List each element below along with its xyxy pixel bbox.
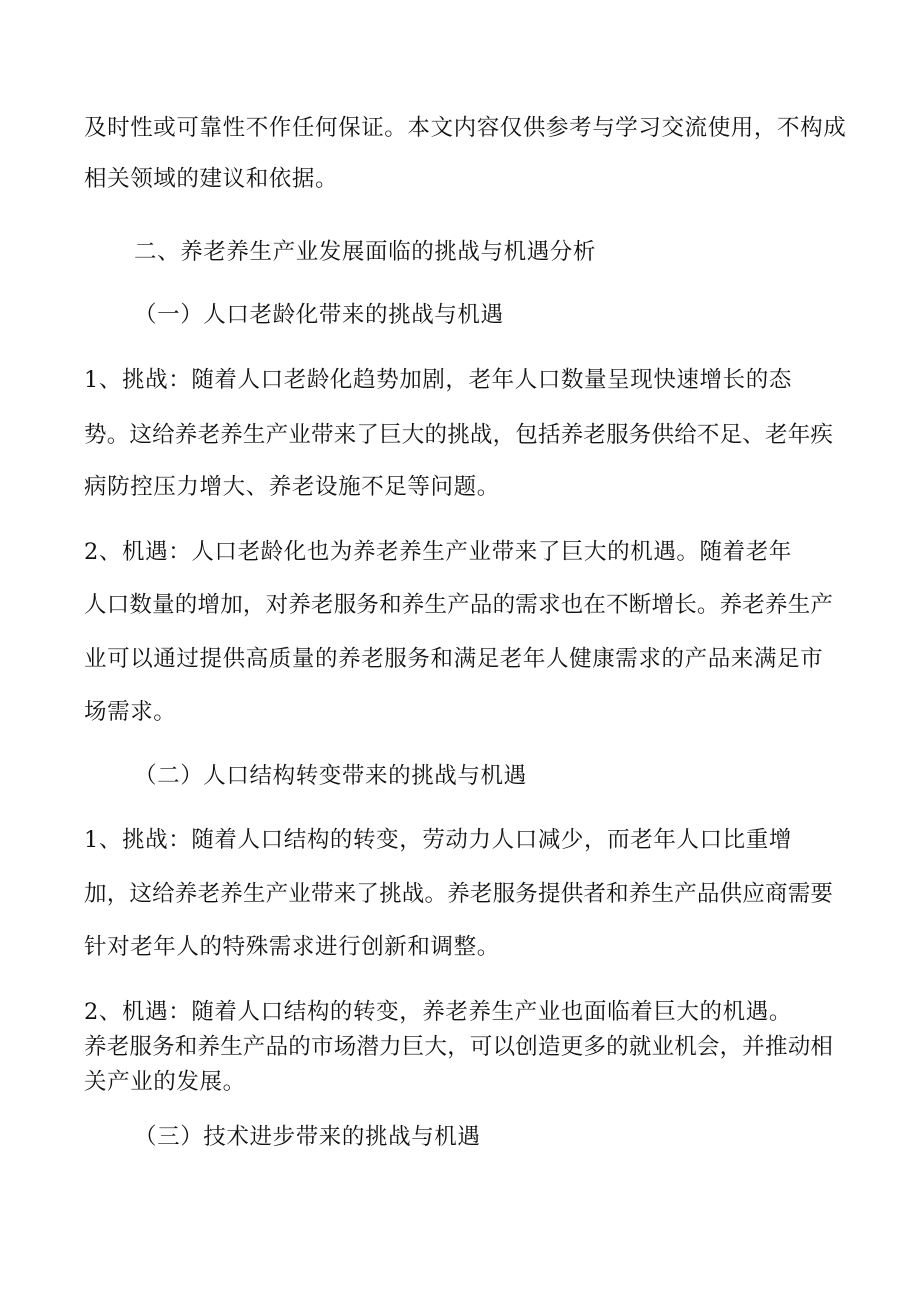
paragraph-opportunity-1-line: 2、机遇：人口老龄化也为养老养生产业带来了巨大的机遇。随着老年 — [84, 539, 792, 565]
paragraph-challenge-1-line: 1、挑战：随着人口老龄化趋势加剧，老年人口数量呈现快速增长的态 — [84, 367, 792, 393]
paragraph-opportunity-2-line: 2、机遇：随着人口结构的转变，养老养生产业也面临着巨大的机遇。 — [84, 999, 792, 1025]
paragraph-challenge-2-line: 针对老年人的特殊需求进行创新和调整。 — [84, 934, 500, 960]
paragraph-challenge-2-line: 1、挑战：随着人口结构的转变，劳动力人口减少，而老年人口比重增 — [84, 827, 792, 853]
section-heading: 二、养老养生产业发展面临的挑战与机遇分析 — [134, 239, 597, 265]
intro-text-line: 相关领域的建议和依据。 — [84, 166, 339, 192]
intro-text-line: 及时性或可靠性不作任何保证。本文内容仅供参考与学习交流使用，不构成 — [84, 115, 847, 141]
paragraph-challenge-1-line: 势。这给养老养生产业带来了巨大的挑战，包括养老服务供给不足、老年疾 — [84, 422, 834, 448]
subsection-heading-2: （二）人口结构转变带来的挑战与机遇 — [134, 763, 527, 789]
subsection-heading-3: （三）技术进步带来的挑战与机遇 — [134, 1124, 481, 1150]
paragraph-opportunity-1-line: 人口数量的增加，对养老服务和养生产品的需求也在不断增长。养老养生产 — [84, 592, 834, 618]
paragraph-challenge-2-line: 加，这给养老养生产业带来了挑战。养老服务提供者和养生产品供应商需要 — [84, 881, 834, 907]
paragraph-opportunity-1-line: 业可以通过提供高质量的养老服务和满足老年人健康需求的产品来满足市 — [84, 646, 824, 672]
paragraph-opportunity-2-line: 关产业的发展。 — [84, 1069, 246, 1095]
paragraph-challenge-1-line: 病防控压力增大、养老设施不足等问题。 — [84, 474, 500, 500]
paragraph-opportunity-1-line: 场需求。 — [84, 699, 177, 725]
subsection-heading-1: （一）人口老龄化带来的挑战与机遇 — [134, 302, 504, 328]
paragraph-opportunity-2-line: 养老服务和养生产品的市场潜力巨大，可以创造更多的就业机会，并推动相 — [84, 1034, 834, 1060]
